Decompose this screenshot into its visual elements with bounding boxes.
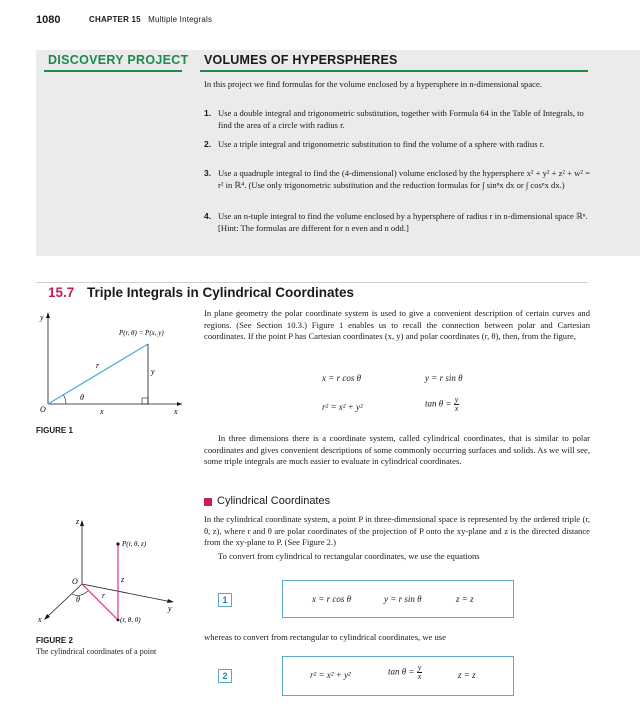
point-label: P(r, θ, z) — [122, 540, 147, 548]
equation-tan — [425, 396, 459, 413]
paragraph-convert: To convert from cylindrical to rectangular coordinates, we use the equations — [218, 551, 480, 561]
r-line — [82, 584, 118, 620]
z-label: z — [121, 575, 125, 584]
r-label: r — [102, 591, 106, 600]
paragraph-polar: In plane geometry the polar coordinate system is used to give a convenient description of certain curves and regions. (See Section 10.3.) Figure 1 enables us to recall the connection between polar and Cartesian coordinates. If the point P has Cartesian coordinates (x, y) and polar coordinates (r, θ), then, from the figure, — [204, 308, 590, 341]
x-axis-label: x — [38, 615, 42, 624]
item-text: Use a triple integral and trigonometric substitution to find the volume of a sphere with radius r. — [218, 139, 545, 149]
project-item — [204, 108, 590, 131]
chapter-title: Multiple Integrals — [148, 15, 213, 24]
figure-2-label: FIGURE 2 — [36, 636, 73, 645]
divider — [36, 282, 588, 283]
running-header — [89, 15, 212, 24]
project-item — [204, 168, 590, 191]
item-number: 4. — [204, 211, 212, 221]
denominator: x — [417, 672, 422, 681]
right-angle-mark — [142, 398, 148, 404]
fraction — [454, 396, 460, 413]
tan-lhs: tan θ = — [425, 398, 452, 409]
arrow-icon — [167, 599, 174, 603]
figure-2-diagram — [36, 514, 196, 630]
equation-2-z: z = z — [458, 670, 476, 680]
equation-1-y: y = r sin θ — [384, 594, 422, 604]
equation-1-x: x = r cos θ — [312, 594, 351, 604]
item-number: 2. — [204, 139, 212, 149]
project-item — [204, 211, 590, 234]
equation-number: 1 — [218, 593, 232, 607]
equation-2-r2: r² = x² + y² — [310, 670, 351, 680]
equation-x: x = r cos θ — [322, 373, 361, 383]
equation-number: 2 — [218, 669, 232, 683]
z-axis-label: z — [76, 517, 80, 526]
chapter-number: CHAPTER 15 — [89, 15, 141, 24]
numerator: y — [454, 395, 459, 404]
tan-lhs: tan θ = — [388, 666, 415, 677]
section-number: 15.7 — [48, 285, 75, 300]
divider — [44, 70, 182, 72]
y-leg-label: y — [151, 367, 155, 376]
project-item — [204, 139, 590, 151]
subsection-marker — [204, 498, 212, 506]
paragraph-cylindrical-intro: In three dimensions there is a coordinate system, called cylindrical coordinates, that is similar to polar coordinates and gives convenient descriptions of some commonly occurring surfaces and solids. As we will see, some triple integrals are much easier to evaluate in cylindrical coordinates. — [204, 433, 590, 466]
projection-label: (r, θ, 0) — [120, 616, 141, 624]
origin-label: O — [40, 405, 46, 414]
equation-1-z: z = z — [456, 594, 474, 604]
origin-label: O — [72, 577, 78, 586]
equation-r2: r² = x² + y² — [322, 402, 363, 412]
item-number: 3. — [204, 168, 212, 178]
discovery-project-title: VOLUMES OF HYPERSPHERES — [204, 53, 398, 67]
item-text: Use a quadruple integral to find the (4-dimensional) volume enclosed by the hypersphere x² + y² + z² + w² = r² in ℝ⁴. (Use only trigonometric substitution and the reduction formulas for ∫ sinⁿx dx or ∫ cosⁿx dx.) — [218, 168, 590, 190]
projection-dot — [117, 619, 120, 622]
paragraph-cylindrical-def: In the cylindrical coordinate system, a point P in three-dimensional space is represented by the ordered triple (r, θ, z), where r and θ are polar coordinates of the projection of P onto the xy-plane and z is the directed distance from the xy-plane to P. (See Figure 2.) — [204, 514, 590, 547]
theta-label: θ — [76, 595, 80, 604]
x-leg-label: x — [100, 407, 104, 416]
figure-1-diagram — [36, 306, 192, 418]
y-axis-label: y — [40, 313, 44, 322]
discovery-project-intro: In this project we find formulas for the volume enclosed by a hypersphere in n-dimensional space. — [204, 79, 542, 89]
item-text: Use an n-tuple integral to find the volume enclosed by a hypersphere of radius r in n-dimensional space ℝⁿ. [Hint: The formulas are different for n even and n odd.] — [218, 211, 588, 233]
fraction — [417, 664, 423, 681]
item-number: 1. — [204, 108, 212, 118]
arrow-icon — [80, 520, 84, 526]
subsection-title: Cylindrical Coordinates — [217, 495, 331, 507]
arrow-icon — [177, 402, 182, 406]
r-label: r — [96, 361, 100, 370]
point-dot — [116, 542, 119, 545]
arrow-icon — [46, 312, 50, 318]
divider — [200, 70, 588, 72]
figure-2-caption: The cylindrical coordinates of a point — [36, 647, 157, 656]
denominator: x — [454, 404, 459, 413]
equation-y: y = r sin θ — [425, 373, 463, 383]
paragraph-convert-back: whereas to convert from rectangular to cylindrical coordinates, we use — [204, 632, 446, 642]
radius-line — [48, 344, 148, 404]
theta-label: θ — [80, 393, 84, 402]
discovery-project-label: DISCOVERY PROJECT — [48, 53, 189, 67]
x-axis-label: x — [174, 407, 178, 416]
page-number: 1080 — [36, 14, 61, 26]
angle-arc — [64, 395, 67, 404]
item-text: Use a double integral and trigonometric substitution, together with Formula 64 in the Table of Integrals, to find the area of a circle with radius r. — [218, 108, 584, 130]
figure-1-label: FIGURE 1 — [36, 426, 73, 435]
y-axis-label: y — [168, 604, 172, 613]
point-label: P(r, θ) = P(x, y) — [119, 329, 164, 337]
equation-2-tan — [388, 664, 422, 681]
y-axis-line — [82, 584, 172, 602]
section-title: Triple Integrals in Cylindrical Coordinates — [87, 285, 355, 300]
numerator: y — [417, 663, 422, 672]
